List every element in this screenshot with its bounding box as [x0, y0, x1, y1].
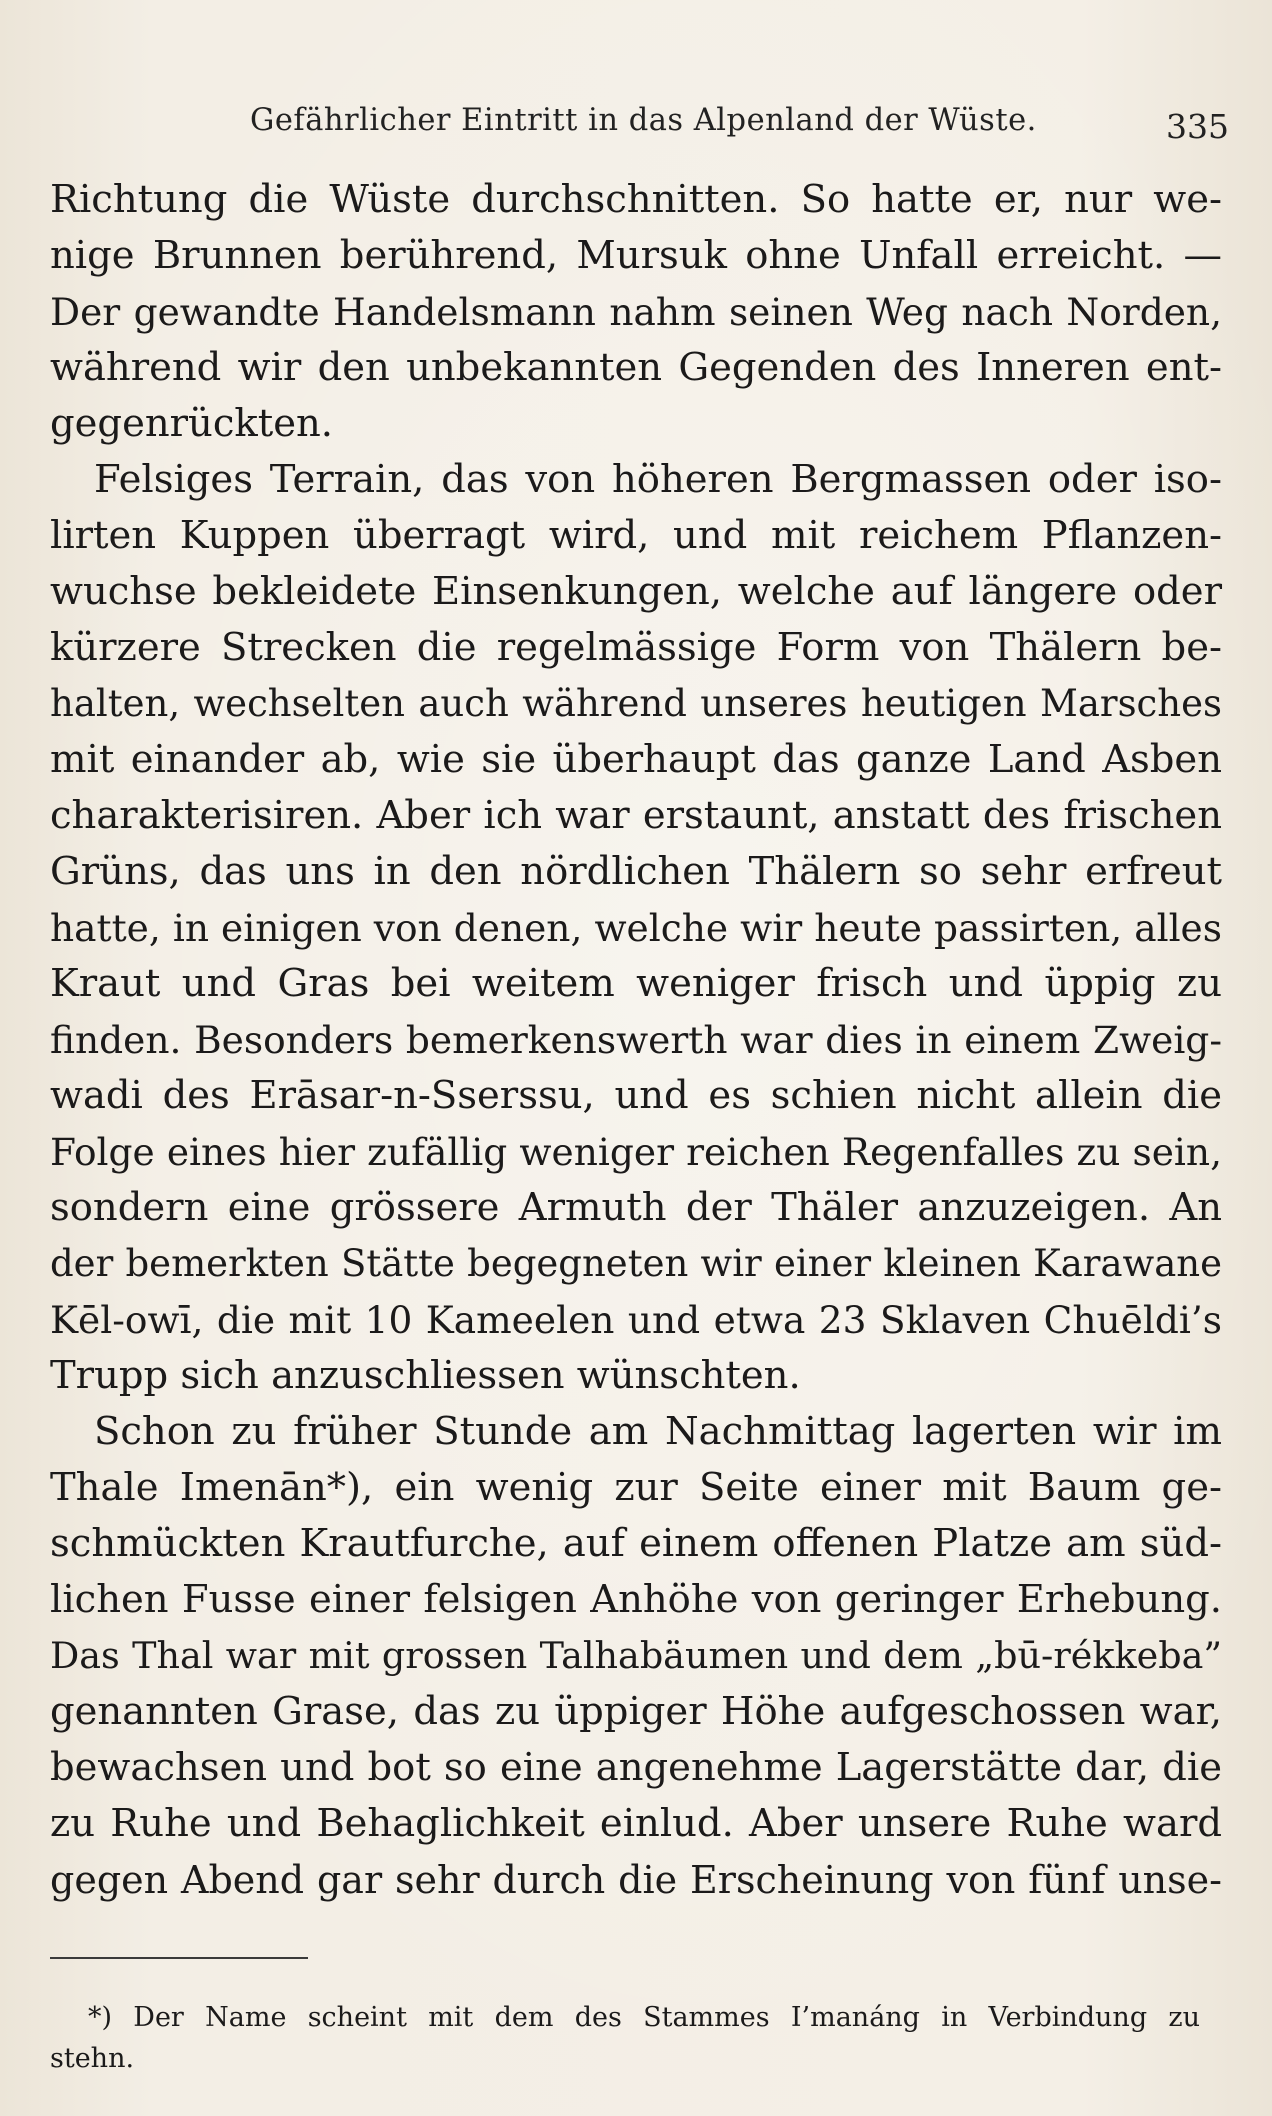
- text-line: gegen Abend gar sehr durch die Erscheinung von fünf unse-: [50, 1858, 1222, 1902]
- text-line: nige Brunnen berührend, Mursuk ohne Unfall erreicht. —: [50, 233, 1222, 278]
- text-line: wuchse bekleidete Einsenkungen, welche auf längere oder: [50, 569, 1222, 614]
- text-line: finden. Besonders bemerkenswerth war dies in einem Zweig-: [50, 1018, 1222, 1062]
- text-line: Richtung die Wüste durchschnitten. So hatte er, nur we-: [50, 177, 1222, 222]
- text-line: Kēl-owī, die mit 10 Kameelen und etwa 23 Sklaven Chuēldi’s: [50, 1298, 1222, 1342]
- text-line: Der gewandte Handelsmann nahm seinen Weg nach Norden,: [50, 290, 1222, 334]
- text-line: schmückten Krautfurche, auf einem offenen Platze am süd-: [50, 1521, 1222, 1566]
- text-line: charakterisiren. Aber ich war erstaunt, anstatt des frischen: [50, 793, 1222, 838]
- text-line: Kraut und Gras bei weitem weniger frisch und üppig zu: [50, 961, 1222, 1006]
- text-line: wadi des Erāsar-n-Sserssu, und es schien nicht allein die: [50, 1073, 1222, 1118]
- text-line: Schon zu früher Stunde am Nachmittag lagerten wir im: [94, 1409, 1222, 1454]
- text-line: lichen Fusse einer felsigen Anhöhe von geringer Erhebung.: [50, 1577, 1222, 1622]
- footnote-line: *) Der Name scheint mit dem des Stammes I’manáng in Verbindung zu: [88, 2002, 1200, 2033]
- text-line: hatte, in einigen von denen, welche wir heute passirten, alles: [50, 906, 1222, 950]
- text-line: Folge eines hier zufällig weniger reichen Regenfalles zu sein,: [50, 1130, 1222, 1174]
- text-line: bewachsen und bot so eine angenehme Lagerstätte dar, die: [50, 1745, 1222, 1790]
- text-line: zu Ruhe und Behaglichkeit einlud. Aber unsere Ruhe ward: [50, 1801, 1222, 1846]
- text-line: Felsiges Terrain, das von höheren Bergmassen oder iso-: [94, 457, 1222, 502]
- text-line: während wir den unbekannten Gegenden des Inneren ent-: [50, 345, 1222, 390]
- text-line: gegenrückten.: [50, 401, 334, 446]
- text-line: Thale Imenān*), ein wenig zur Seite einer mit Baum ge-: [50, 1465, 1222, 1510]
- running-title: Gefährlicher Eintritt in das Alpenland der Wüste.: [250, 103, 1037, 138]
- text-line: Grüns, das uns in den nördlichen Thälern so sehr erfreut: [50, 849, 1222, 894]
- text-line: genannten Grase, das zu üppiger Höhe aufgeschossen war,: [50, 1689, 1222, 1734]
- footnote-line: stehn.: [50, 2043, 135, 2074]
- text-line: sondern eine grössere Armuth der Thäler anzuzeigen. An: [50, 1185, 1222, 1230]
- text-line: halten, wechselten auch während unseres heutigen Marsches: [50, 682, 1222, 725]
- page-number: 335: [1166, 107, 1229, 146]
- text-line: der bemerkten Stätte begegneten wir einer kleinen Karawane: [50, 1242, 1222, 1285]
- text-line: kürzere Strecken die regelmässige Form von Thälern be-: [50, 625, 1222, 670]
- text-line: mit einander ab, wie sie überhaupt das ganze Land Asben: [50, 737, 1222, 782]
- text-line: Trupp sich anzuschliessen wünschten.: [50, 1353, 801, 1398]
- text-line: lirten Kuppen überragt wird, und mit reichem Pflanzen-: [50, 513, 1222, 558]
- text-line: Das Thal war mit grossen Talhabäumen und dem „bū-rékkeba”: [50, 1634, 1222, 1677]
- footnote-divider: [50, 1957, 308, 1959]
